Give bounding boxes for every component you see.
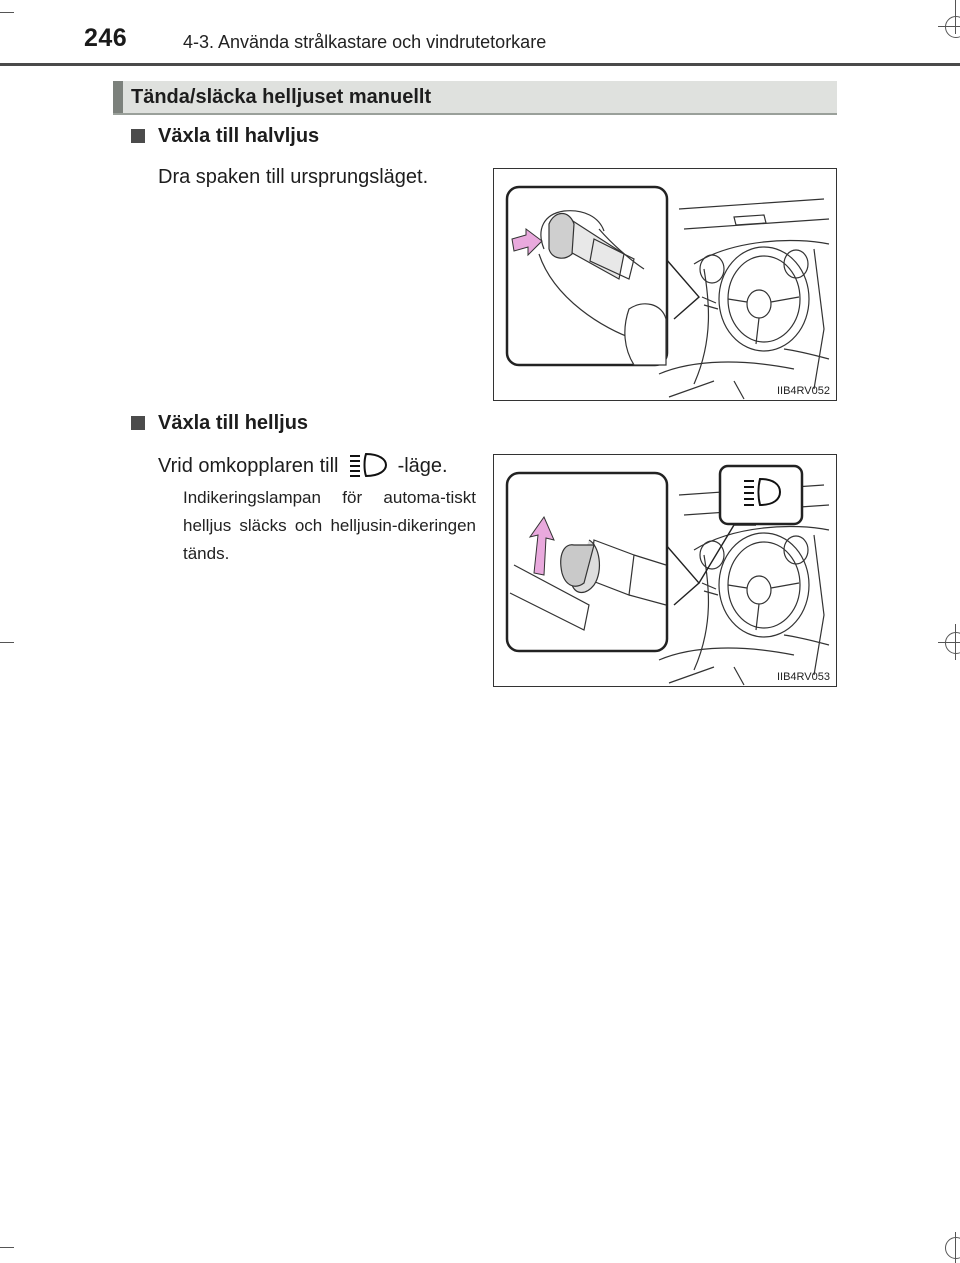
crop-mark [0, 12, 14, 13]
crop-mark [945, 632, 960, 654]
item-heading-low-beam: Växla till halvljus [158, 125, 320, 147]
crop-mark [938, 26, 960, 27]
item-heading-high-beam: Växla till helljus [158, 412, 309, 434]
crop-mark [0, 1247, 14, 1248]
crop-mark [945, 16, 960, 38]
header-rule [0, 63, 960, 66]
section-accent [113, 81, 123, 113]
figure-code: IIB4RV053 [776, 671, 830, 683]
figure-low-beam [493, 168, 837, 401]
bullet-square-icon [131, 129, 145, 143]
switch-turn-illustration [494, 455, 837, 687]
page-number: 246 [84, 24, 128, 52]
bullet-square-icon [131, 416, 145, 430]
crop-mark [0, 642, 14, 643]
crop-mark [955, 624, 956, 660]
figure-code: IIB4RV052 [776, 385, 830, 397]
instruction-suffix: -läge. [397, 455, 448, 477]
high-beam-icon [348, 452, 388, 484]
chapter-title: 4-3. Använda strålkastare och vindrutetorkare [183, 32, 547, 52]
crop-mark [938, 642, 960, 643]
crop-mark [945, 1237, 960, 1259]
section-title: Tända/släcka helljuset manuellt [131, 86, 432, 108]
figure-high-beam [493, 454, 837, 687]
section-title-bar [113, 81, 837, 115]
crop-mark [955, 1232, 956, 1263]
item-instruction-high-beam [158, 452, 448, 484]
instruction-prefix: Vrid omkopplaren till [158, 455, 339, 477]
item-instruction-low-beam: Dra spaken till ursprungsläget. [158, 166, 429, 188]
lever-pull-illustration [494, 169, 837, 401]
indicator-note: Indikeringslampan för automa-tiskt helljus släcks och helljusin-dikeringen tänds. [183, 488, 476, 563]
